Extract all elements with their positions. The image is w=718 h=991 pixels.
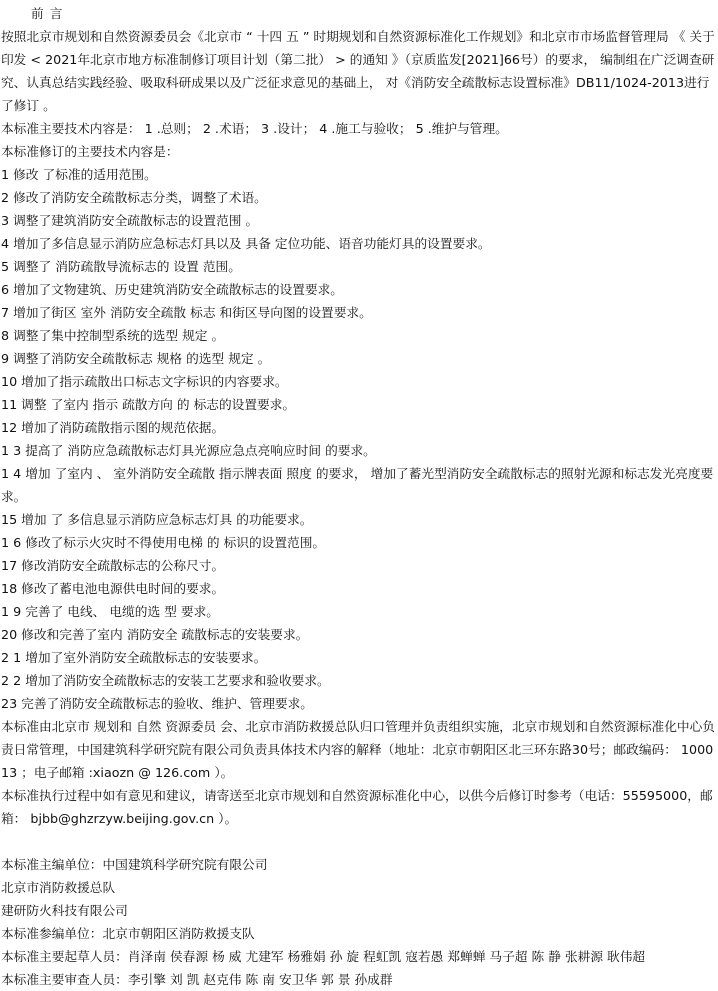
feedback-paragraph: 本标准执行过程中如有意见和建议，请寄送至北京市规划和自然资源标准化中心，以供今后修订时参考（电话：55595000，邮箱： bjbb@ghzrzyw.beijing.gov.cn ）。 — [1, 788, 713, 826]
revision-intro-line: 本标准修订的主要技术内容是： — [1, 144, 179, 159]
participating-unit-line: 本标准参编单位：北京市朝阳区消防救援支队 — [1, 926, 255, 941]
revision-item: 1 6 修改了标示火灾时不得使用电梯 的 标识的设置范围。 — [1, 535, 326, 550]
revision-item: 3 调整了建筑消防安全疏散标志的设置范围 。 — [1, 213, 259, 228]
revision-item: 18 修改了蓄电池电源供电时间的要求。 — [1, 581, 225, 596]
revision-item: 10 增加了指示疏散出口标志文字标识的内容要求。 — [1, 374, 288, 389]
revision-item: 7 增加了街区 室外 消防安全疏散 标志 和街区导向图的设置要求。 — [1, 305, 372, 320]
revision-item: 11 调整 了室内 指示 疏散方向 的 标志的设置要求。 — [1, 397, 296, 412]
intro-paragraph: 按照北京市规划和自然资源委员会《北京市 “ 十四 五 ” 时期规划和自然资源标准化工作规划》和北京市市场监督管理局 《 关于印发 < 2021年北京市地方标准制修订项目计划（第二批） > 的通知 》（京质监发[2021]66号）的要求， 编制组在广泛调查研究、认真总结实践经验、吸取科研成果以及广泛征求意见的基础上， 对《消防安全疏散标志设置标准》DB11/1024-2013进行了修订 。 — [1, 29, 715, 113]
revision-item: 23 完善了消防安全疏散标志的验收、维护、管理要求。 — [1, 696, 313, 711]
revision-item: 2 2 增加了消防安全疏散标志的安装工艺要求和验收要求。 — [1, 673, 330, 688]
revision-item: 15 增加 了 多信息显示消防应急标志灯具 的功能要求。 — [1, 512, 313, 527]
management-paragraph: 本标准由北京市 规划和 自然 资源委员 会、北京市消防救援总队归口管理并负责组织实施，北京市规划和自然资源标准化中心负责日常管理，中国建筑科学研究院有限公司负责具体技术内容的解释（地址：北京市朝阳区北三环东路30号；邮政编码： 100013 ；电子邮箱 :xiaozn @ 126.com ）。 — [1, 719, 715, 780]
revision-item: 2 1 增加了室外消防安全疏散标志的安装要求。 — [1, 650, 267, 665]
revision-item: 8 调整了集中控制型系统的选型 规定 。 — [1, 328, 225, 343]
revision-item: 2 修改了消防安全疏散标志分类，调整了术语。 — [1, 190, 267, 205]
revision-item: 9 调整了消防安全疏散标志 规格 的选型 规定 。 — [1, 351, 271, 366]
co-editor-line: 北京市消防救援总队 — [1, 880, 116, 895]
co-editor-line: 建研防火科技有限公司 — [1, 903, 128, 918]
revision-item: 17 修改消防安全疏散标志的公称尺寸。 — [1, 558, 225, 573]
page-title: 前 言 — [31, 6, 64, 21]
revision-item: 1 9 完善了 电线、 电缆的选 型 要求。 — [1, 604, 219, 619]
drafters-line: 本标准主要起草人员：肖泽南 侯春源 杨 威 尤建军 杨雅娟 孙 旋 程虹凯 寇若愚 郑蝉蝉 马子超 陈 静 张耕源 耿伟超 — [1, 949, 646, 964]
revision-item: 1 修改 了标准的适用范围。 — [1, 167, 157, 182]
spacer — [1, 830, 718, 853]
revision-item: 20 修改和完善了室内 消防安全 疏散标志的安装要求。 — [1, 627, 309, 642]
revision-item: 6 增加了文物建筑、历史建筑消防安全疏散标志的设置要求。 — [1, 282, 343, 297]
revision-item: 12 增加了消防疏散指示图的规范依据。 — [1, 420, 225, 435]
revision-item: 1 3 提高了 消防应急疏散标志灯具光源应急点亮响应时间 的要求。 — [1, 443, 376, 458]
revision-item: 1 4 增加 了室内 、 室外消防安全疏散 指示牌表面 照度 的要求， 增加了蓄光型消防安全疏散标志的照射光源和标志发光亮度要求。 — [1, 466, 714, 504]
reviewers-line: 本标准主要审查人员：李引擎 刘 凯 赵克伟 陈 南 安卫华 郭 景 孙成群 — [1, 972, 393, 987]
main-content-line: 本标准主要技术内容是： 1 .总则； 2 .术语； 3 .设计； 4 .施工与验收； 5 .维护与管理。 — [1, 121, 508, 136]
revision-item: 4 增加了多信息显示消防应急标志灯具以及 具备 定位功能、语音功能灯具的设置要求。 — [1, 236, 491, 251]
revision-item: 5 调整了 消防疏散导流标志的 设置 范围。 — [1, 259, 241, 274]
chief-editor-line: 本标准主编单位：中国建筑科学研究院有限公司 — [1, 857, 268, 872]
